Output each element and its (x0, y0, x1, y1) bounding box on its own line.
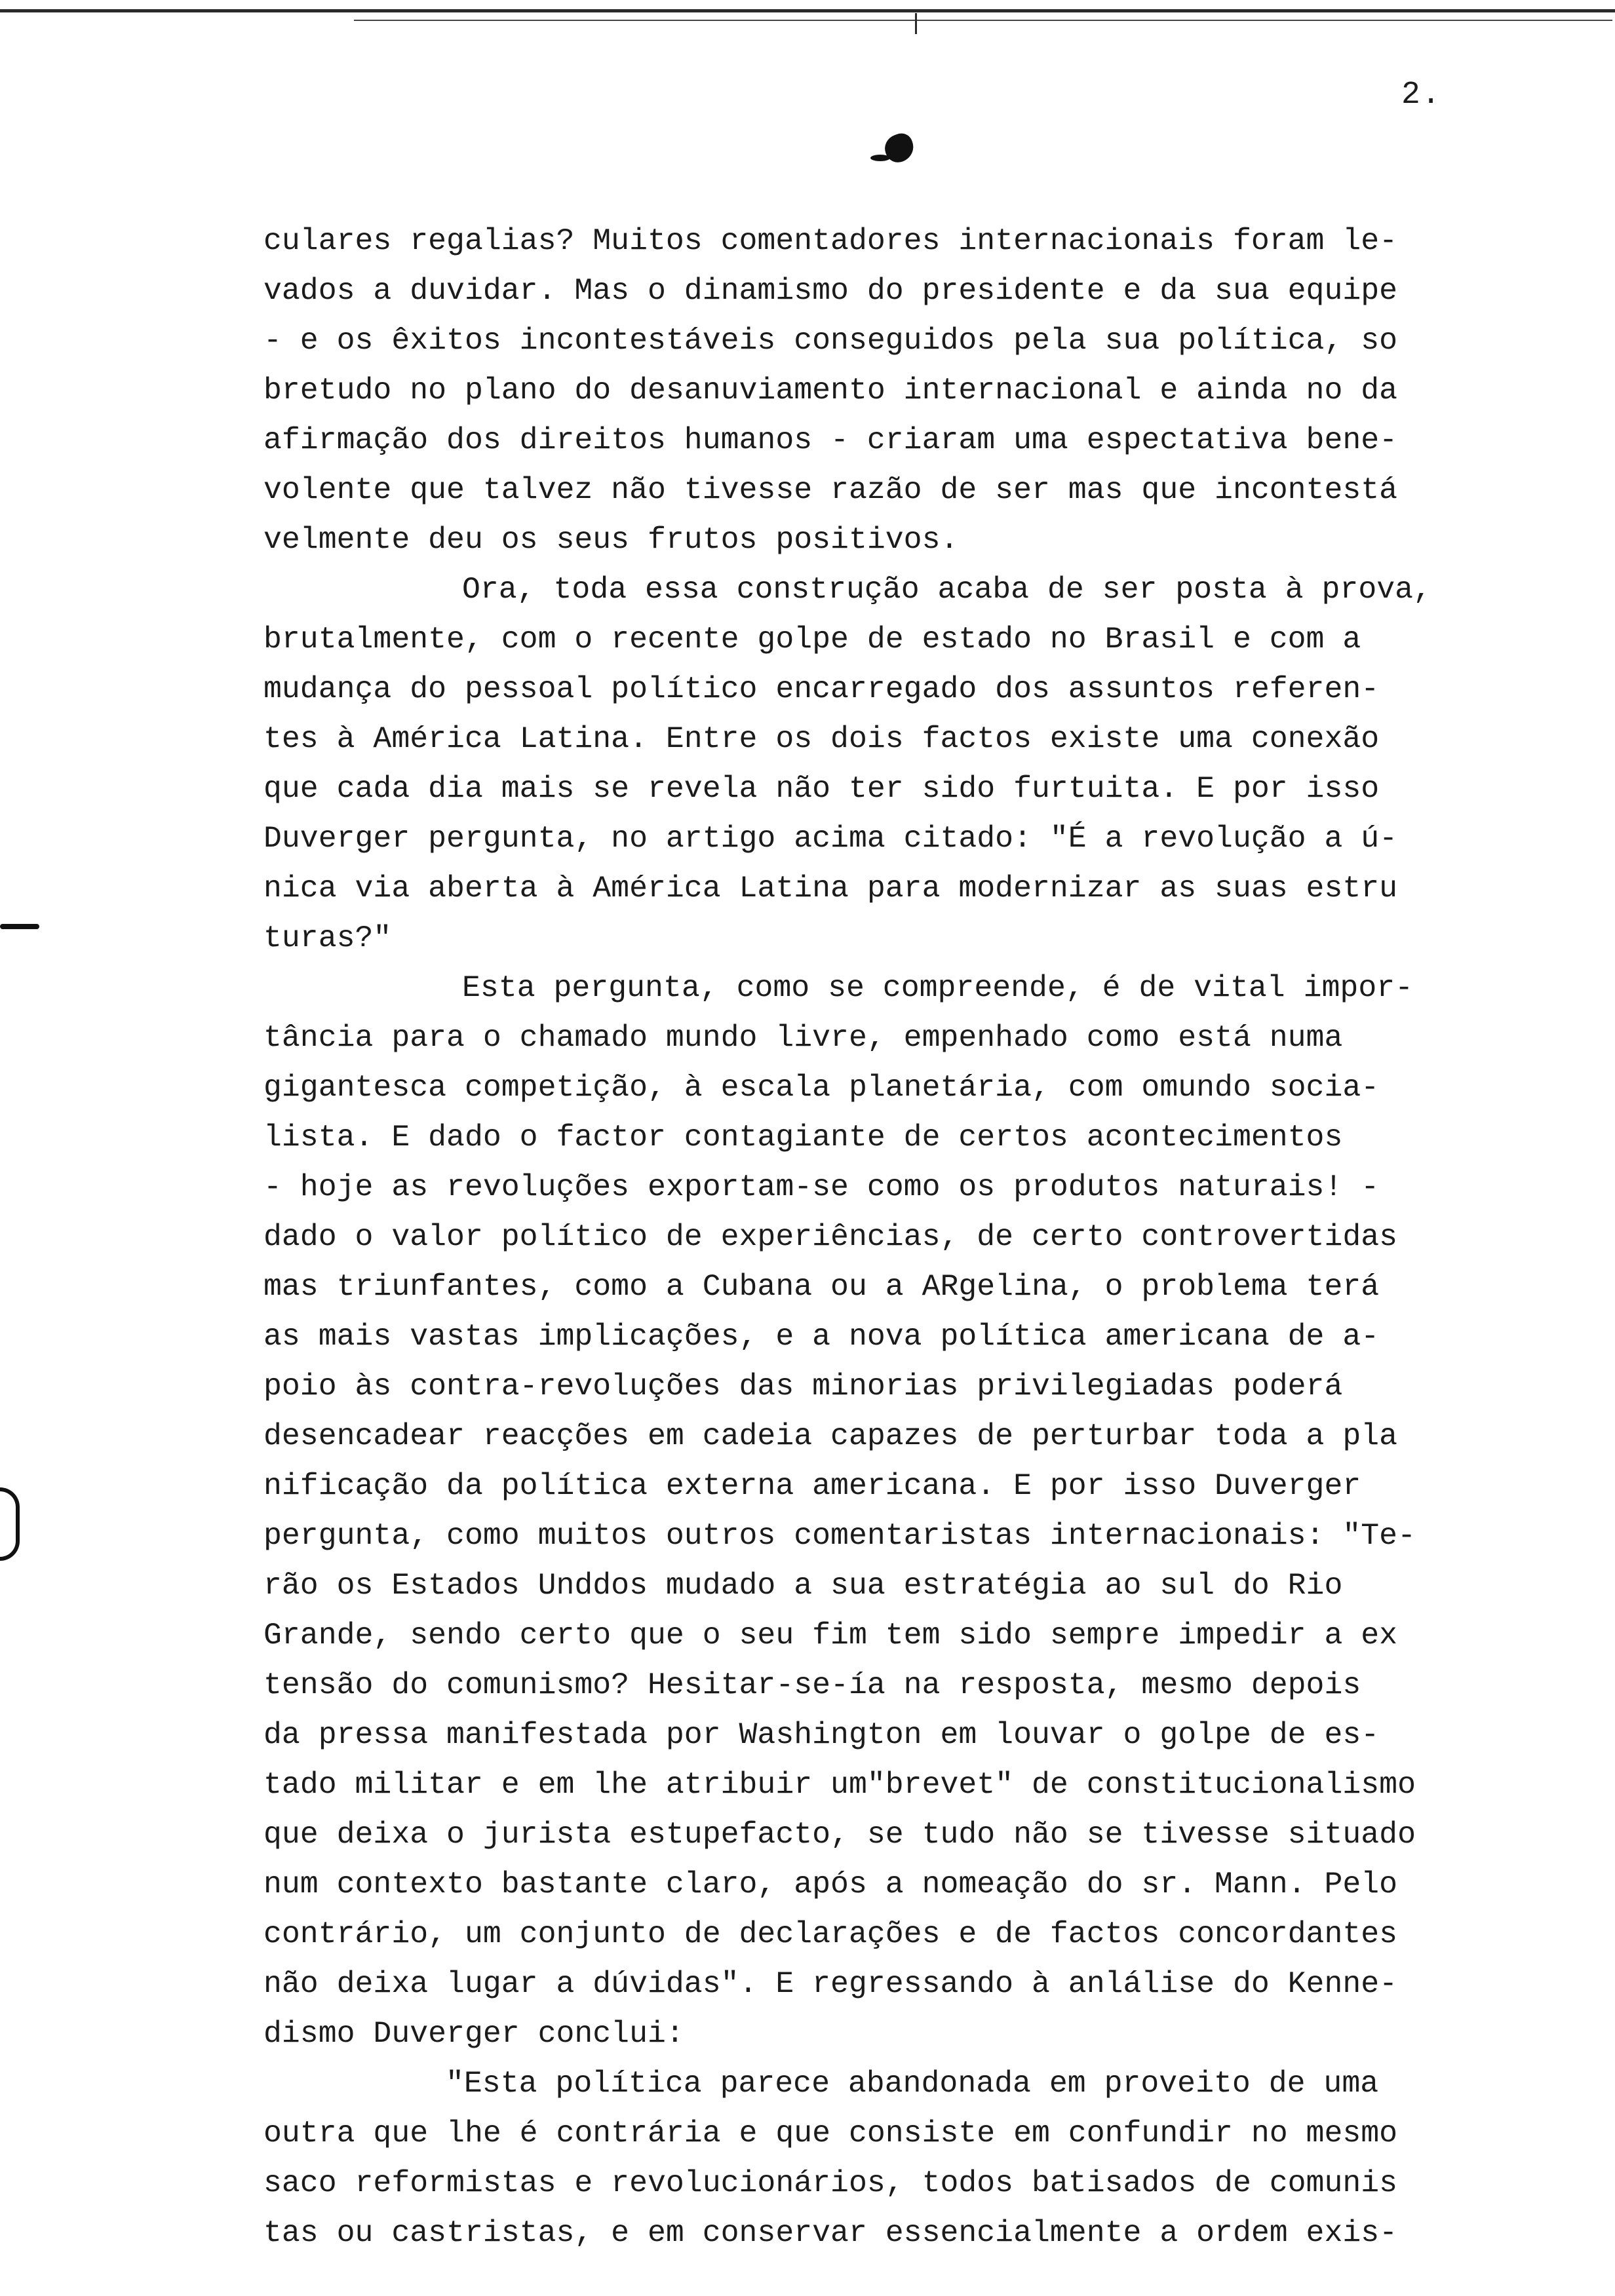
page-number: 2. (1401, 77, 1442, 113)
text-line: pergunta, como muitos outros comentaristas internacionais: "Te- (263, 1518, 1416, 1553)
text-line: poio às contra-revoluções das minorias privilegiadas poderá (263, 1369, 1343, 1404)
text-line: brutalmente, com o recente golpe de estado no Brasil e com a (263, 622, 1361, 657)
text-line: nica via aberta à América Latina para modernizar as suas estru (263, 871, 1398, 906)
text-line: Esta pergunta, como se compreende, é de vital impor- (462, 970, 1414, 1005)
text-line: - hoje as revoluções exportam-se como os produtos naturais! - (263, 1170, 1380, 1204)
text-line: as mais vastas implicações, e a nova política americana de a- (263, 1319, 1380, 1354)
text-line: nificação da política externa americana. E por isso Duverger (263, 1468, 1361, 1503)
text-line: tas ou castristas, e em conservar essencialmente a ordem exis- (263, 2215, 1398, 2250)
text-line: mudança do pessoal político encarregado dos assuntos referen- (263, 672, 1380, 706)
text-line: lista. E dado o factor contagiante de certos acontecimentos (263, 1120, 1343, 1155)
text-line: tado militar e em lhe atribuir um"brevet" de constitucionalismo (263, 1767, 1416, 1802)
text-line: rão os Estados Unddos mudado a sua estratégia ao sul do Rio (263, 1568, 1343, 1603)
text-line: dismo Duverger conclui: (263, 2016, 684, 2051)
text-line: turas?" (263, 921, 392, 955)
text-line: da pressa manifestada por Washington em louvar o golpe de es- (263, 1717, 1380, 1752)
text-line: "Esta política parece abandonada em proveito de uma (446, 2066, 1379, 2101)
text-line: não deixa lugar a dúvidas". E regressando à anlálise do Kenne- (263, 1966, 1398, 2001)
text-line: saco reformistas e revolucionários, todos batisados de comunis (263, 2166, 1398, 2200)
text-line: gigantesca competição, à escala planetária, com omundo socia- (263, 1070, 1380, 1105)
ink-blot (881, 130, 918, 166)
typewritten-body (263, 216, 1548, 2258)
text-line: tes à América Latina. Entre os dois factos existe uma conexão (263, 721, 1380, 756)
text-line: afirmação dos direitos humanos - criaram uma espectativa bene- (263, 423, 1398, 457)
top-border-line-secondary (354, 20, 1612, 21)
text-line: desencadear reacções em cadeia capazes de perturbar toda a pla (263, 1419, 1398, 1453)
paper-tick-mark (915, 13, 917, 34)
top-border-line (0, 9, 1615, 12)
text-line: Ora, toda essa construção acaba de ser posta à prova, (462, 572, 1431, 607)
text-line: bretudo no plano do desanuviamento internacional e ainda no da (263, 373, 1398, 408)
ink-blot-tail (870, 155, 890, 161)
margin-punch-mark (0, 924, 39, 929)
text-line: contrário, um conjunto de declarações e de factos concordantes (263, 1917, 1398, 1951)
margin-punch-hole (0, 1487, 20, 1561)
text-line: vados a duvidar. Mas o dinamismo do presidente e da sua equipe (263, 273, 1398, 308)
text-line: dado o valor político de experiências, de certo controvertidas (263, 1219, 1398, 1254)
text-line: Grande, sendo certo que o seu fim tem sido sempre impedir a ex (263, 1618, 1398, 1653)
text-line: tensão do comunismo? Hesitar-se-ía na resposta, mesmo depois (263, 1668, 1361, 1702)
text-line: - e os êxitos incontestáveis conseguidos pela sua política, so (263, 323, 1398, 358)
text-line: num contexto bastante claro, após a nomeação do sr. Mann. Pelo (263, 1867, 1398, 1902)
text-line: culares regalias? Muitos comentadores internacionais foram le- (263, 223, 1398, 258)
text-line: mas triunfantes, como a Cubana ou a ARgelina, o problema terá (263, 1269, 1380, 1304)
text-line: velmente deu os seus frutos positivos. (263, 522, 959, 557)
text-line: que deixa o jurista estupefacto, se tudo não se tivesse situado (263, 1817, 1416, 1852)
text-line: Duverger pergunta, no artigo acima citado: "É a revolução a ú- (263, 821, 1398, 856)
text-line: outra que lhe é contrária e que consiste em confundir no mesmo (263, 2116, 1398, 2151)
text-line: que cada dia mais se revela não ter sido furtuita. E por isso (263, 771, 1380, 806)
text-line: tância para o chamado mundo livre, empenhado como está numa (263, 1020, 1343, 1055)
text-line: volente que talvez não tivesse razão de ser mas que incontestá (263, 472, 1398, 507)
